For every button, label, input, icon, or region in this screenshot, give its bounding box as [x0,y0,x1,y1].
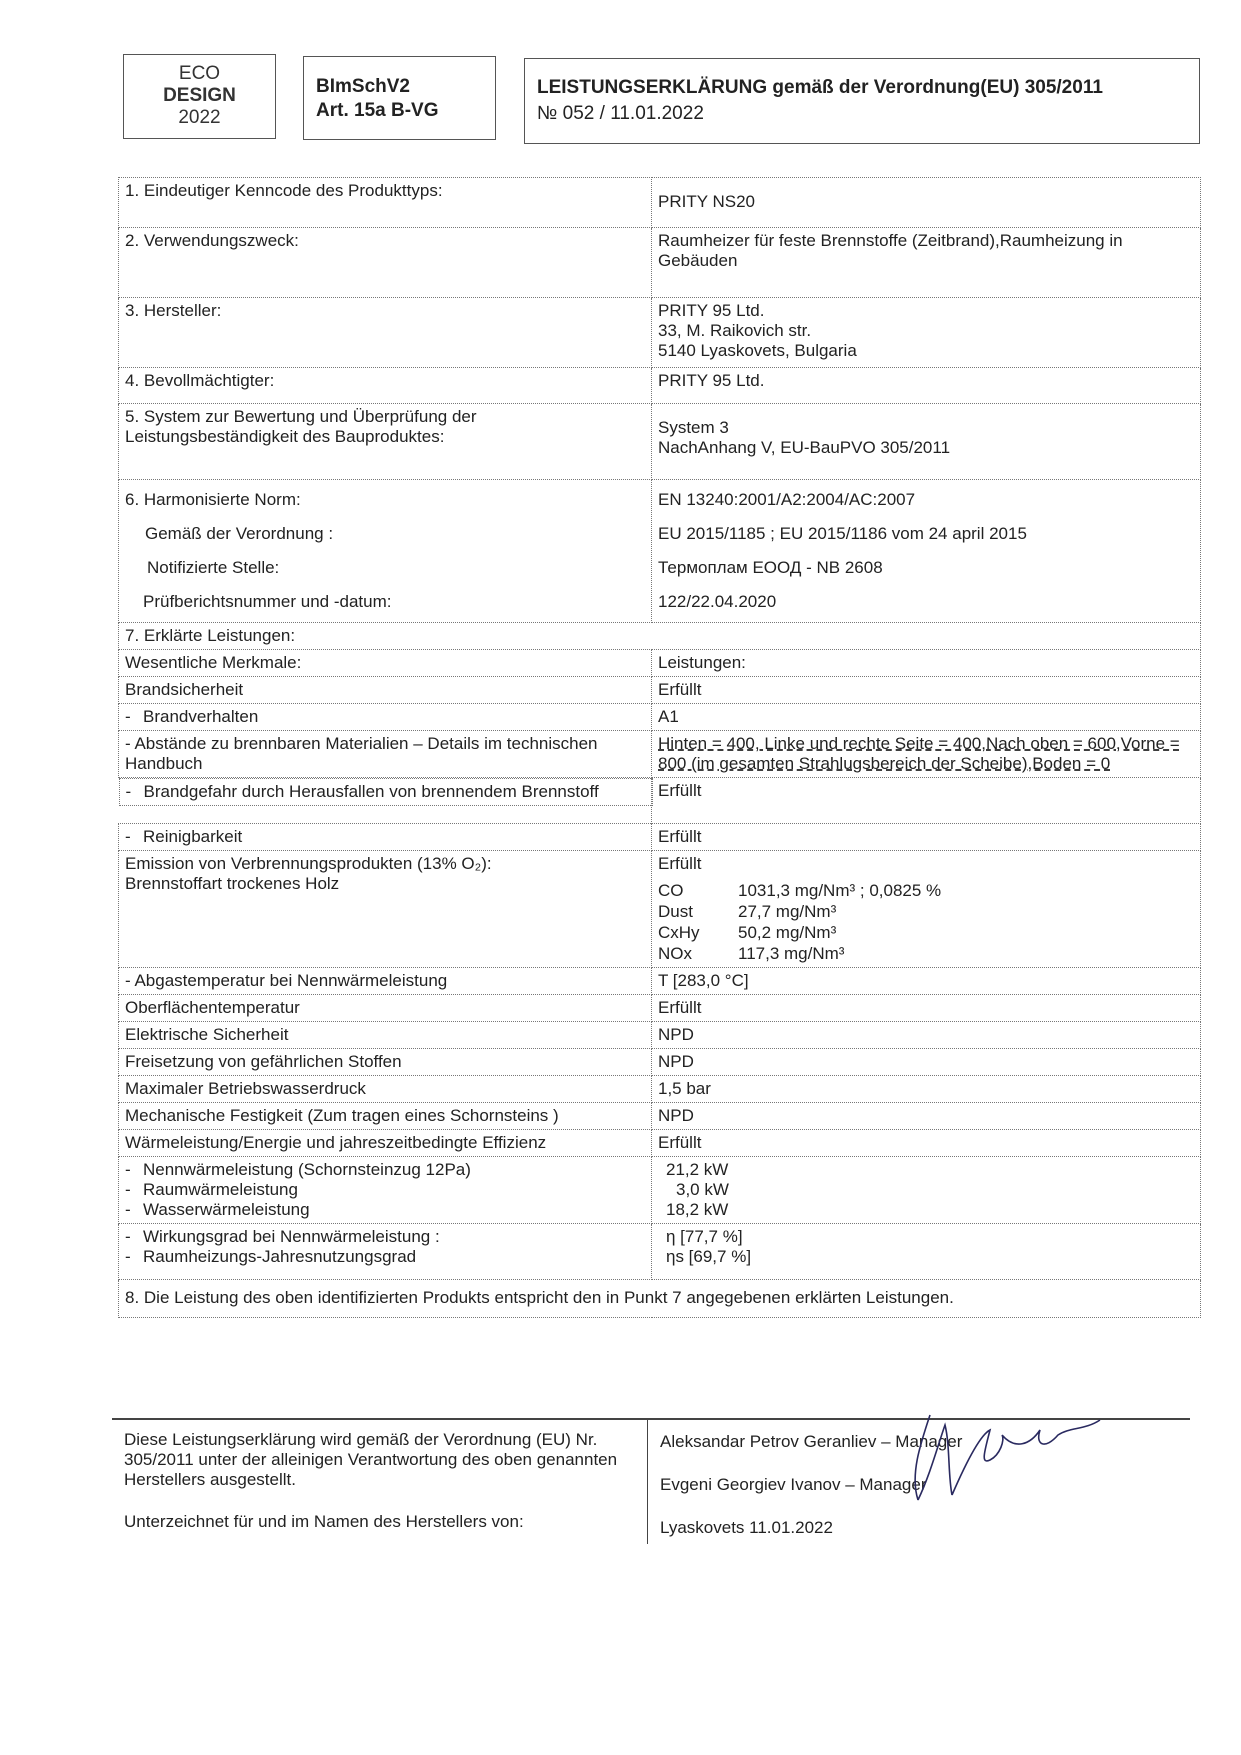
signatory-2: Evgeni Georgiev Ivanov – Manager [660,1475,927,1494]
r2-value: Raumheizer für feste Brennstoffe (Zeitbrand),Raumheizung in Gebäuden [652,228,1201,298]
r3-value-2: 33, M. Raikovich str. [658,321,812,340]
r5-value-2: NachAnhang V, EU-BauPVO 305/2011 [658,438,951,457]
r6-value-4: 122/22.04.2020 [658,592,777,611]
wirk-label-1: Wirkungsgrad bei Nennwärmeleistung : [143,1227,440,1246]
signature-icon [890,1405,1150,1515]
title-box [524,58,1200,144]
wirk-value-2: ηs [69,7 %] [666,1247,752,1266]
nenn-value-2: 3,0 kW [676,1180,729,1199]
r3-label: 3. Hersteller: [119,298,652,368]
footer-signed-for: Unterzeichnet für und im Namen des Herstellers von: [124,1512,524,1531]
row-freisetzung [119,1049,1201,1076]
frei-label: Freisetzung von gefährlichen Stoffen [119,1049,652,1076]
row-brandverhalten: - Brandverhalten A1 [119,704,1201,731]
row-abstaende [119,731,1201,778]
r3-value-1: PRITY 95 Ltd. [658,301,765,320]
nenn-value-3: 18,2 kW [666,1200,729,1219]
row-abgastemperatur [119,968,1201,995]
row-1 [119,178,1201,228]
row-wirkungsgrad: - Wirkungsgrad bei Nennwärmeleistung : - Raumheizungs-Jahresnutzungsgrad η [77,7 %] ηs [69,7 %] [119,1224,1201,1280]
row-7 [119,623,1201,650]
merkmale-header: Wesentliche Merkmale: [119,650,652,677]
wirk-value-1: η [77,7 %] [666,1227,743,1246]
r6-value-3: Термоплам ЕООД - NB 2608 [658,558,883,577]
r2-label: 2. Verwendungszweck: [119,228,652,298]
abst-value: Hinten = 400, Linke und rechte Seite = 400,Nach oben = 600,Vorne = 800 (im gesamten Strahlugsbereich der Scheibe),Boden = 0 [652,731,1201,778]
blmschv-line: BImSchV2 [316,76,410,97]
brand-label: Brandsicherheit [119,677,652,704]
bv-value: A1 [652,704,1201,731]
r3-value-3: 5140 Lyaskovets, Bulgaria [658,341,857,360]
em-value: Erfüllt [658,854,702,873]
row-elektrisch [119,1022,1201,1049]
nenn-label-3: Wasserwärmeleistung [143,1200,310,1219]
year-line: 2022 [178,107,221,128]
row-3 [119,298,1201,368]
cxhy-value: 50,2 mg/Nm³ [738,923,837,942]
em-label-1: Emission von Verbrennungsprodukten (13% O₂): [125,854,492,873]
row-oberflaeche [119,995,1201,1022]
row-reinigbarkeit: - Reinigbarkeit Erfüllt [119,824,1201,851]
abg-label: - Abgastemperatur bei Nennwärmeleistung [119,968,652,995]
declaration-table [118,177,1201,1318]
row-brandgefahr: - Brandgefahr durch Herausfallen von brennendem Brennstoff Erfüllt [119,778,1201,824]
doc-title: LEISTUNGSERKLÄRUNG gemäß der Verordnung(EU) 305/2011 [537,77,1103,98]
r7-label: 7. Erklärte Leistungen: [119,623,1201,650]
row-wasserdruck [119,1076,1201,1103]
r6-value-2: EU 2015/1185 ; EU 2015/1186 vom 24 april 2015 [658,524,1027,543]
bg-value: Erfüllt [652,778,1201,824]
row-6 [119,480,1201,623]
co-value: 1031,3 mg/Nm³ ; 0,0825 % [738,881,942,900]
elek-value: NPD [652,1022,1201,1049]
warm-label: Wärmeleistung/Energie und jahreszeitbedingte Effizienz [119,1130,652,1157]
design-line: DESIGN [163,85,236,106]
brand-value: Erfüllt [652,677,1201,704]
r6-value-1: EN 13240:2001/A2:2004/AC:2007 [658,490,916,509]
eco-design-box [123,54,276,139]
em-label-2: Brennstoffart trockenes Holz [125,874,340,893]
rein-value: Erfüllt [652,824,1201,851]
bv-label: Brandverhalten [143,707,259,726]
warm-value: Erfüllt [652,1130,1201,1157]
co-key: CO [658,881,684,900]
footer-divider [647,1420,648,1544]
r5-value-1: System 3 [658,418,729,437]
r6-label-3: Notifizierte Stelle: [147,558,280,577]
row-2 [119,228,1201,298]
row-nennwaerme: - Nennwärmeleistung (Schornsteinzug 12Pa) - Raumwärmeleistung - Wasserwärmeleistung 21,2 kW 3,0 kW 18,2 kW [119,1157,1201,1224]
cxhy-key: CxHy [658,923,700,942]
r1-label: 1. Eindeutiger Kenncode des Produkttyps: [119,178,652,228]
dust-value: 27,7 mg/Nm³ [738,902,837,921]
r8-label: 8. Die Leistung des oben identifizierten Produkts entspricht den in Punkt 7 angegebenen erklärten Leistungen. [119,1280,1201,1318]
place-date: Lyaskovets 11.01.2022 [660,1518,833,1537]
mech-value: NPD [652,1103,1201,1130]
abg-value: T [283,0 °C] [652,968,1201,995]
signatory-1: Aleksandar Petrov Geranliev – Manager [660,1432,963,1451]
r6-label-4: Prüfberichtsnummer und -datum: [143,592,392,611]
row-waermeleistung [119,1130,1201,1157]
art-line: Art. 15a B-VG [316,100,439,121]
elek-label: Elektrische Sicherheit [119,1022,652,1049]
r1-value: PRITY NS20 [658,192,756,211]
bg-label: Brandgefahr durch Herausfallen von brennendem Brennstoff [143,782,599,801]
r4-value: PRITY 95 Ltd. [652,368,1201,404]
r6-label-1: 6. Harmonisierte Norm: [125,490,301,509]
rein-label: Reinigbarkeit [143,827,243,846]
doc-number: № 052 / 11.01.2022 [537,103,704,124]
ober-value: Erfüllt [652,995,1201,1022]
footer-statement: Diese Leistungserklärung wird gemäß der Verordnung (EU) Nr. 305/2011 unter der alleinigen Verantwortung des oben genannten Herstellers ausgestellt. [124,1430,618,1489]
wirk-label-2: Raumheizungs-Jahresnutzungsgrad [143,1247,417,1266]
max-value: 1,5 bar [652,1076,1201,1103]
ober-label: Oberflächentemperatur [119,995,652,1022]
max-label: Maximaler Betriebswasserdruck [119,1076,652,1103]
frei-value: NPD [652,1049,1201,1076]
eco-line: ECO [178,63,221,84]
row-mechanisch [119,1103,1201,1130]
row-4 [119,368,1201,404]
nenn-label-1: Nennwärmeleistung (Schornsteinzug 12Pa) [143,1160,471,1179]
abst-label: - Abstände zu brennbaren Materialien – Details im technischen Handbuch [119,731,652,778]
nenn-label-2: Raumwärmeleistung [143,1180,298,1199]
r4-label: 4. Bevollmächtigter: [119,368,652,404]
r6-label-2: Gemäß der Verordnung : [145,524,334,543]
mech-label: Mechanische Festigkeit (Zum tragen eines Schornsteins ) [119,1103,652,1130]
emission-grid [658,880,1194,964]
dust-key: Dust [658,902,693,921]
blmschv-box [303,56,496,140]
nox-key: NOx [658,944,692,963]
row-emission [119,851,1201,968]
row-5 [119,404,1201,480]
row-8 [119,1280,1201,1318]
nenn-value-1: 21,2 kW [666,1160,729,1179]
leistungen-header: Leistungen: [652,650,1201,677]
nox-value: 117,3 mg/Nm³ [738,944,845,963]
row-header [119,650,1201,677]
row-brandsicherheit [119,677,1201,704]
r5-label: 5. System zur Bewertung und Überprüfung der Leistungsbeständigkeit des Bauproduktes: [119,404,652,480]
